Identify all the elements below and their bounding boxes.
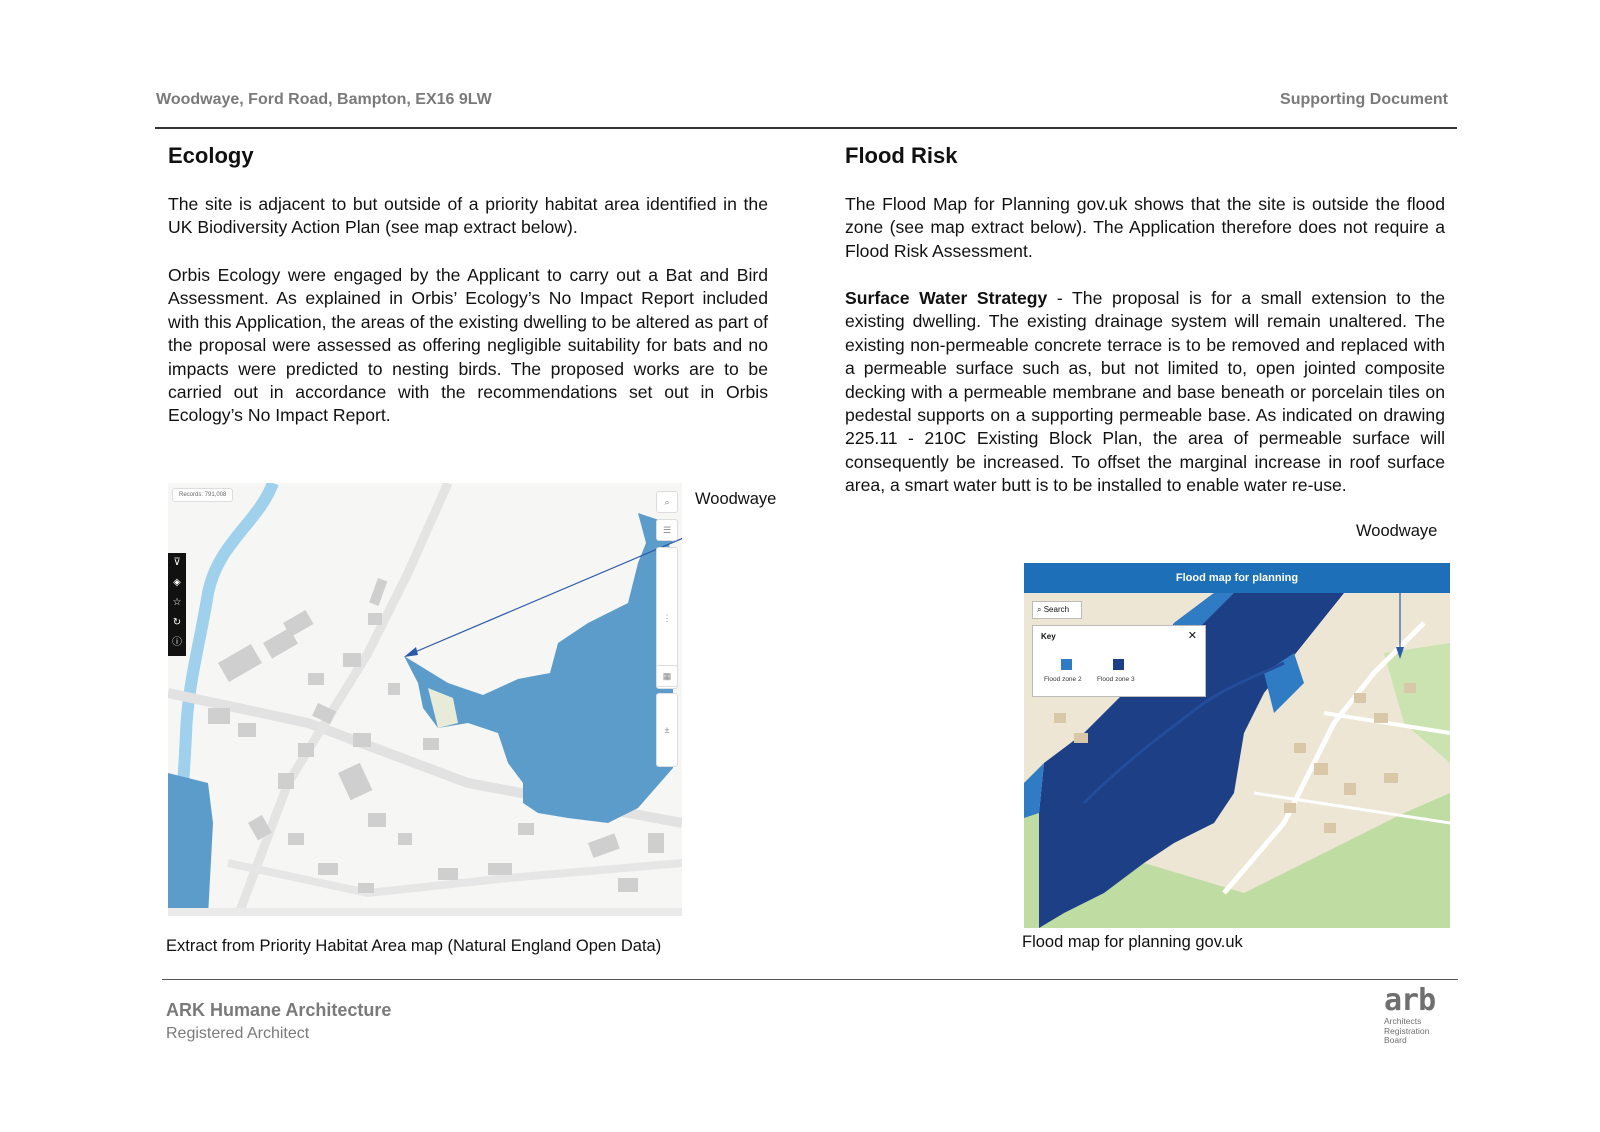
footer-rule xyxy=(162,979,1458,980)
map-toolbar-left[interactable] xyxy=(168,553,186,656)
priority-habitat-map[interactable] xyxy=(168,483,682,916)
flood-para-1: The Flood Map for Planning gov.uk shows that the site is outside the flood zone (see map extract below). The Application therefore does not require a Flood Risk Assessment. xyxy=(845,194,1445,261)
filter-icon[interactable]: ⊽ xyxy=(173,557,181,568)
flood-map-search[interactable] xyxy=(1032,601,1082,619)
records-count: Records: 791,008 xyxy=(172,488,233,502)
flood-map-caption: Flood map for planning gov.uk xyxy=(1022,933,1243,951)
search-icon: ⌕ xyxy=(1037,605,1044,614)
arb-logo-line-1: Architects xyxy=(1384,1016,1422,1026)
habitat-area-west xyxy=(168,773,213,916)
table-icon[interactable]: ▦ xyxy=(656,665,678,687)
arb-logo-line-3: Board xyxy=(1384,1035,1407,1045)
footer-company: ARK Humane Architecture xyxy=(166,1000,392,1020)
arb-logo-line-2: Registration xyxy=(1384,1025,1430,1036)
arb-logo-mark: arb xyxy=(1384,983,1436,1018)
flood-map-title-bar: Flood map for planning xyxy=(1024,563,1450,593)
flood-map[interactable] xyxy=(1024,563,1450,928)
star-icon[interactable]: ☆ xyxy=(172,597,182,608)
flood-map-label: Woodwaye xyxy=(1356,522,1438,540)
header-rule xyxy=(155,127,1457,129)
surface-water-label: Surface Water Strategy xyxy=(845,288,1048,308)
surface-water-text: - The proposal is for a small extension to the existing dwelling. The existing drainage system will remain unaltered. The existing non-permeable concrete terrace is to be removed and replaced with a permeable surface such as, but not limited to, open jointed composite decking with a permeable membrane and base beneath or porcelain tiles on pedestal supports on a supporting permeable base. As indicated on drawing 225.11 - 210C Existing Block Plan, the area of permeable surface will consequently be increased. To offset the marginal increase in roof surface area, a smart water butt is to be installed to enable water re-use. xyxy=(845,288,1446,496)
flood-zone-2-swatch xyxy=(1061,659,1072,670)
search-label: Search xyxy=(1043,605,1070,614)
close-icon[interactable]: ✕ xyxy=(1187,630,1197,642)
ecology-para-2: Orbis Ecology were engaged by the Applicant to carry out a Bat and Bird Assessment. As explained in Orbis’ Ecology’s No Impact Report included with this Application, the areas of the existing dwelling to be altered as part of the proposal were assessed as offering negligible suitability for bats and no impacts were predicted to nesting birds. The proposed works are to be carried out in accordance with the recommendations set out in Orbis Ecology’s No Impact Report. xyxy=(168,265,768,426)
flood-zone-2-label: Flood zone 2 xyxy=(1044,676,1082,683)
refresh-icon[interactable]: ↻ xyxy=(172,617,182,628)
priority-habitat-map-graphic xyxy=(168,483,682,916)
arb-logo xyxy=(1384,983,1444,1046)
info-icon[interactable]: ⓘ xyxy=(172,637,182,648)
list-icon[interactable]: ☰ xyxy=(656,519,678,541)
zoom-search-icon[interactable]: ⌕ xyxy=(656,491,678,513)
zoom-controls[interactable]: ± xyxy=(656,693,678,767)
habitat-map-label: Woodwaye xyxy=(695,490,777,508)
flood-title: Flood Risk xyxy=(845,143,958,168)
flood-map-key xyxy=(1032,625,1206,697)
key-title: Key xyxy=(1041,632,1056,641)
habitat-map-caption: Extract from Priority Habitat Area map (Natural England Open Data) xyxy=(166,937,662,955)
layers-icon[interactable]: ◈ xyxy=(173,577,181,588)
flood-zone-3-label: Flood zone 3 xyxy=(1097,676,1135,683)
flood-map-graphic xyxy=(1024,563,1450,928)
ecology-title: Ecology xyxy=(168,143,254,168)
ecology-para-1: The site is adjacent to but outside of a priority habitat area identified in the UK Biodiversity Action Plan (see map extract below). xyxy=(168,194,768,238)
header-address: Woodwaye, Ford Road, Bampton, EX16 9LW xyxy=(156,91,492,108)
flood-zone-3-swatch xyxy=(1113,659,1124,670)
footer-role: Registered Architect xyxy=(166,1025,310,1042)
surface-water-para xyxy=(845,287,1445,498)
header-doc-type: Supporting Document xyxy=(1280,91,1448,108)
map-tools-panel[interactable]: ⋮ xyxy=(656,547,678,689)
